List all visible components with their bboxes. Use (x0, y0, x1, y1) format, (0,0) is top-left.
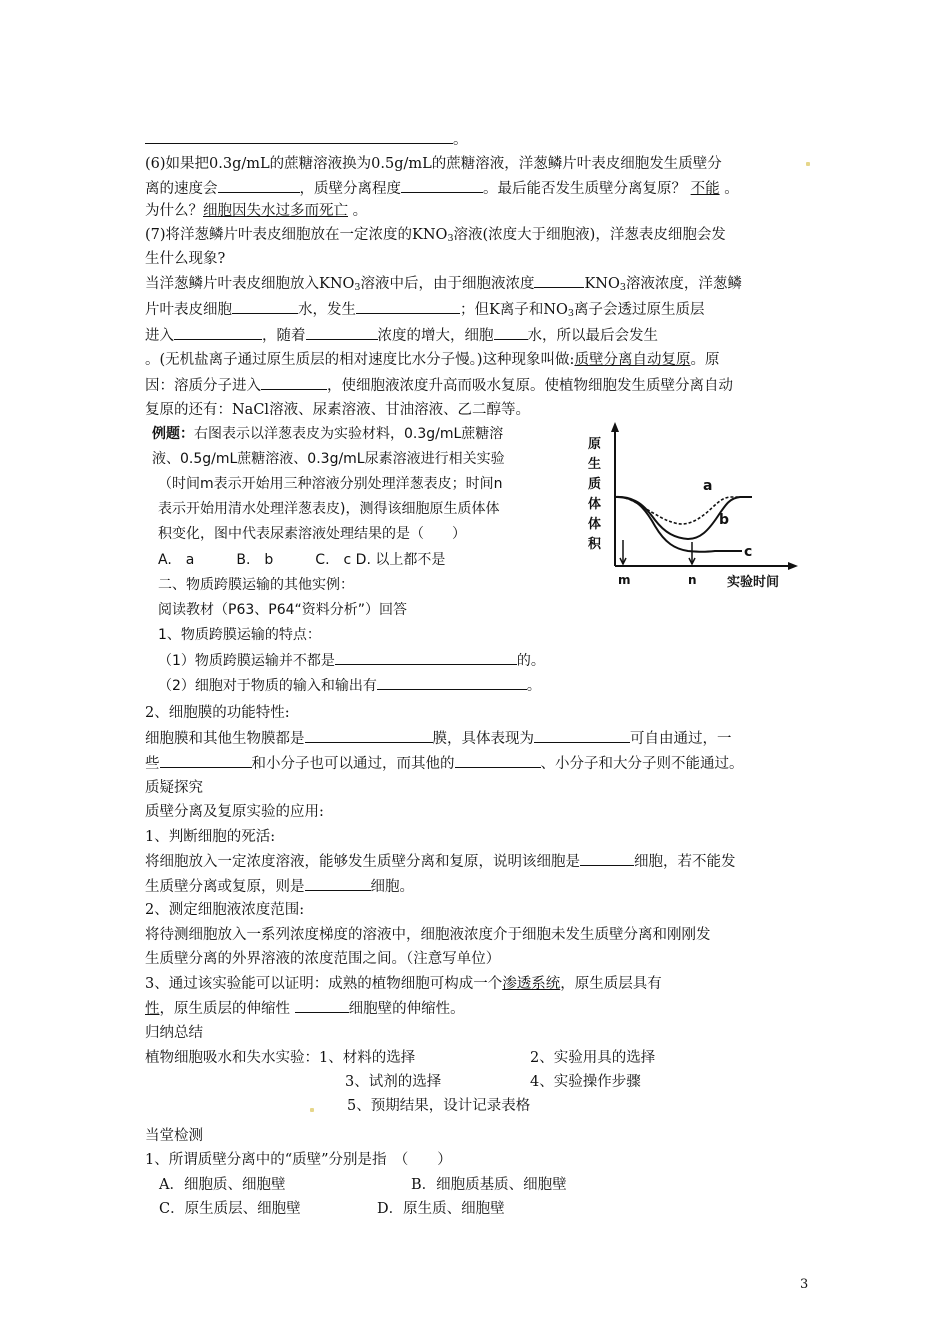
summary-title: 归纳总结 (145, 1025, 203, 1041)
q7-blank-3 (356, 298, 460, 314)
section2-s1: 1、物质跨膜运输的特点： (158, 627, 321, 643)
example-options: A. a B. b C. c D. 以上都不是 (158, 552, 446, 568)
option-b: B．细胞质基质、细胞壁 (411, 1177, 567, 1193)
q7-p-line6: 复原的还有：NaCl溶液、尿素溶液、甘油溶液、乙二醇等。 (145, 402, 531, 418)
section2-s2: 2、细胞膜的功能特性: (145, 705, 290, 721)
q7-blank-5 (306, 324, 378, 340)
inquiry-sub: 质壁分离及复原实验的应用: (145, 804, 324, 820)
series-a-label: a (703, 478, 713, 494)
inquiry-i2-line2: 生质壁分离的外界溶液的浓度范围之间。（注意写单位） (145, 951, 501, 967)
section2-title: 二、物质跨膜运输的其他实例： (158, 577, 354, 593)
y-label-char-1: 原 (588, 437, 602, 452)
q7-p-line3: 进入 ，随着 浓度的增大，细胞 水，所以最后会发生 (145, 324, 815, 347)
q6-blank-degree (401, 177, 483, 193)
example-line5: 积变化，图中代表尿素溶液处理结果的是（ ） (158, 526, 466, 542)
q7-blank-2 (232, 298, 298, 314)
series-c-label: c (744, 544, 753, 560)
inquiry-i2-line1: 将待测细胞放入一系列浓度梯度的溶液中，细胞液浓度介于细胞未发生质壁分离和刚刚发 (145, 927, 711, 943)
y-label-char-6: 积 (588, 537, 602, 552)
y-label-char-2: 生 (588, 457, 602, 472)
section2-s1b: （2）细胞对于物质的输入和输出有 。 (158, 674, 541, 698)
q7-blank-4 (174, 324, 262, 340)
y-label-char-4: 体 (588, 497, 602, 512)
inquiry-title: 质疑探究 (145, 780, 203, 796)
q7-line2: 生什么现象? (145, 251, 226, 267)
i1-blank-2 (305, 875, 371, 891)
summary-item3: 3、试剂的选择 (345, 1074, 442, 1090)
section2-s2-line2: 些 和小分子也可以通过，而其他的 、小分子和大分子则不能通过。 (145, 752, 815, 775)
q7-p-line4: 。(无机盐离子通过原生质层的相对速度比水分子慢。)这种现象叫做:质壁分离自动复原。原 (145, 352, 720, 368)
summary-row1: 植物细胞吸水和失水实验：1、材料的选择 2、实验用具的选择 (145, 1047, 815, 1069)
section2-s1a: （1）物质跨膜运输并不都是 的。 (158, 649, 545, 673)
protoplast-volume-chart (580, 418, 805, 590)
q7-line1: (7)将洋葱鳞片叶表皮细胞放在一定浓度的$KNO_3$溶液(浓度大于细胞液)，洋葱表皮细胞会发 (145, 227, 726, 244)
q6-line1: (6)如果把0.3g/mL的蔗糖溶液换为0.5g/mL的蔗糖溶液，洋葱鳞片叶表皮细胞发生质壁分 (145, 156, 722, 172)
q6-line2: 离的速度会 ，质壁分离程度 。最后能否发生质壁分离复原？ 不能 。 (145, 177, 815, 200)
q6-answer-1: 不能 (690, 181, 720, 197)
inquiry-i3-line2: 性，原生质层的伸缩性 细胞壁的伸缩性。 (145, 997, 815, 1020)
x-axis-label: 实验时间 (727, 575, 780, 590)
section2-read: 阅读教材（P63、P64“资料分析”）回答 (158, 602, 408, 618)
summary-item5: 5、预期结果，设计记录表格 (347, 1098, 531, 1114)
scan-speck-2 (310, 1108, 314, 1112)
q7-answer-term: 质壁分离自动复原 (574, 352, 691, 368)
q7-p-line1: 当洋葱鳞片叶表皮细胞放入$KNO_3$溶液中后，由于细胞液浓度 $KNO_3$溶液浓度，洋葱鳞 (145, 272, 815, 299)
s1a-blank (335, 649, 517, 665)
s2-blank-1 (305, 727, 433, 743)
q7-blank-6 (494, 324, 528, 340)
y-label-char-5: 体 (588, 517, 602, 532)
q6-blank-speed (218, 177, 300, 193)
inquiry-i2: 2、测定细胞液浓度范围: (145, 902, 305, 918)
y-label-char-3: 质 (588, 477, 602, 492)
s1b-blank (377, 674, 527, 690)
option-a: A．细胞质、细胞壁 (159, 1177, 286, 1193)
test-q1: 1、所谓质壁分离中的“质壁”分别是指 （ ） (145, 1152, 452, 1168)
example-line2: 液、0.5g/mL蔗糖溶液、0.3g/mL尿素溶液进行相关实验 (152, 451, 505, 467)
q7-p-line5: 因：溶质分子进入 ，使细胞液浓度升高而吸水复原。使植物细胞发生质壁分离自动 (145, 374, 815, 397)
i3-blank (295, 997, 349, 1013)
example-line1: 例题：右图表示以洋葱表皮为实验材料，0.3g/mL蔗糖溶 (152, 426, 504, 442)
inquiry-i3-line1: 3、通过该实验能可以证明：成熟的植物细胞可构成一个渗透系统，原生质层具有 (145, 976, 662, 992)
x-axis-arrow (788, 562, 798, 570)
q7-blank-7 (261, 374, 327, 390)
osmotic-system: 渗透系统 (502, 976, 561, 992)
inquiry-i1: 1、判断细胞的死活: (145, 829, 276, 845)
option-c: C．原生质层、细胞壁 (159, 1201, 301, 1217)
example-line4: 表示开始用清水处理洋葱表皮)，测得该细胞原生质体体 (158, 501, 500, 517)
i1-blank-1 (580, 850, 634, 866)
inquiry-i1-line1: 将细胞放入一定浓度溶液，能够发生质壁分离和复原，说明该细胞是 细胞，若不能发 (145, 850, 815, 873)
y-axis-arrow (611, 422, 619, 432)
s2-blank-4 (455, 752, 541, 768)
inquiry-i1-line2: 生质壁分离或复原，则是 细胞。 (145, 875, 815, 898)
scan-speck-1 (806, 162, 810, 166)
q6-answer-2: 细胞因失水过多而死亡 (203, 203, 348, 219)
summary-item4: 4、实验操作步骤 (530, 1074, 641, 1090)
option-d: D．原生质、细胞壁 (377, 1201, 505, 1217)
q7-blank-1 (534, 272, 584, 288)
s2-blank-3 (160, 752, 252, 768)
page-number: 3 (800, 1277, 809, 1292)
series-b-label: b (719, 512, 730, 528)
test-title: 当堂检测 (145, 1128, 203, 1144)
x-tick-n: n (688, 573, 697, 587)
q7-p-line2: 片叶表皮细胞 水，发生 ；但K离子和$NO_3$离子会透过原生质层 (145, 298, 815, 325)
summary-item2: 2、实验用具的选择 (530, 1050, 656, 1066)
y-axis-label (588, 436, 606, 552)
section2-s2-line1: 细胞膜和其他生物膜都是 膜，具体表现为 可自由通过，一 (145, 727, 815, 750)
s2-blank-2 (534, 727, 630, 743)
q6-line3: 为什么？细胞因失水过多而死亡 。 (145, 203, 368, 219)
x-tick-m: m (618, 573, 631, 587)
q6-blank-0 (145, 128, 453, 144)
example-line3: （时间m表示开始用三种溶液分别处理洋葱表皮；时间n (158, 476, 503, 492)
q6-line0: 。 (145, 128, 815, 151)
